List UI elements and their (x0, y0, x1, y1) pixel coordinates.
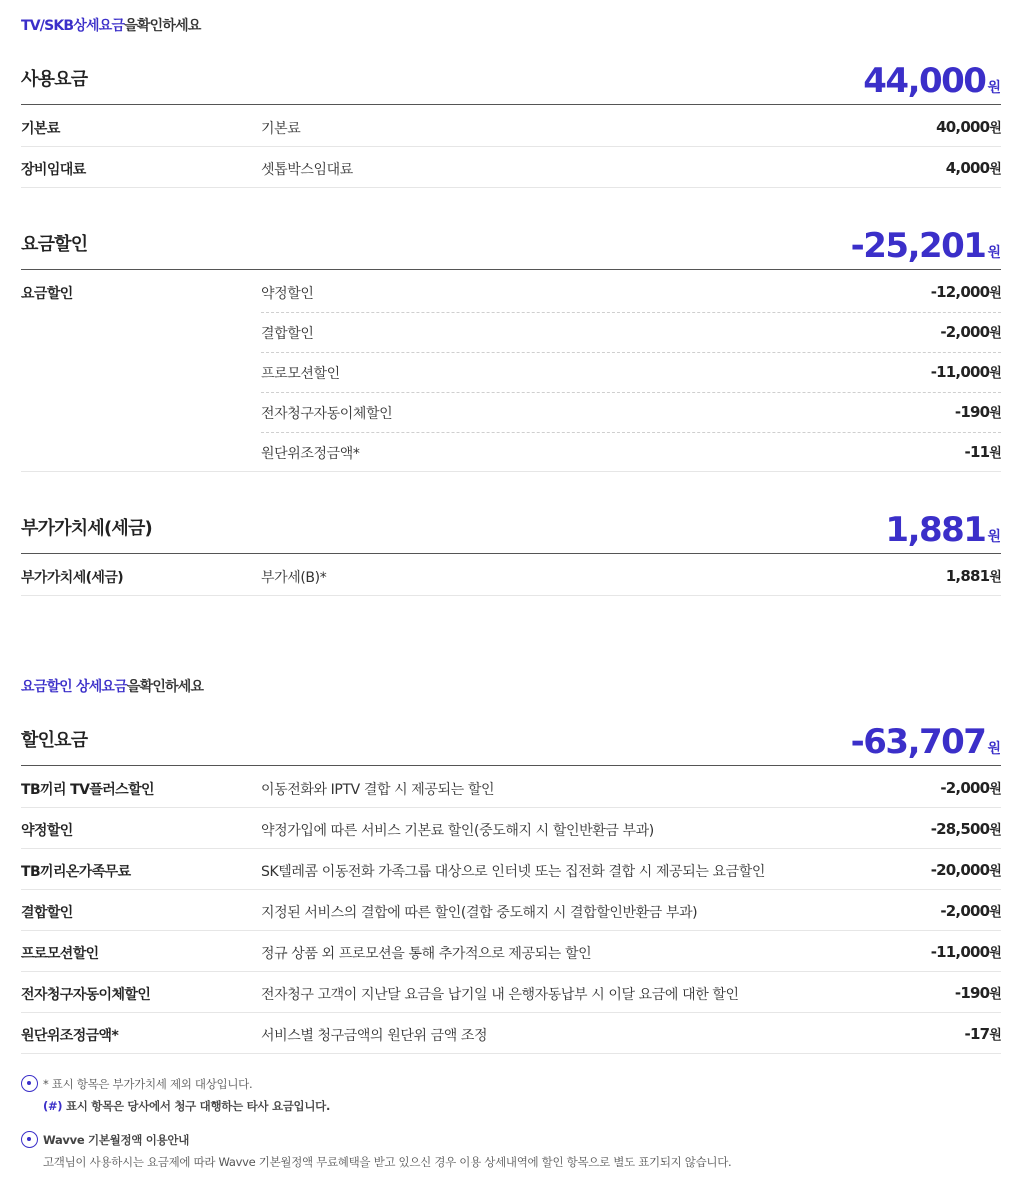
discount-detail-row: TB끼리 TV플러스할인 이동전화와 IPTV 결합 시 제공되는 할인 -2,000원 (21, 767, 1001, 808)
discount-detail-total: -63,707 원 (850, 722, 1001, 762)
discount-category: 요금할인 (21, 286, 73, 302)
discount-title: 요금할인 (21, 234, 88, 255)
note-wavve-title: Wavve 기본월정액 이용안내 (43, 1133, 190, 1147)
info-icon (21, 1075, 38, 1092)
discount-group-header (21, 226, 1001, 270)
discount-detail-row: 결합할인 지정된 서비스의 결합에 따른 할인(결합 중도해지 시 결합할인반환금 부과) -2,000원 (21, 890, 1001, 931)
section-heading-tv-skb: TV/SKB상세요금을확인하세요 (21, 18, 201, 34)
discount-detail-row: 전자청구자동이체할인 전자청구 고객이 지난달 요금을 납기일 내 은행자동납부 시 이달 요금에 대한 할인 -190원 (21, 972, 1001, 1013)
discount-detail-row: 약정할인 약정가입에 따른 서비스 기본료 할인(중도해지 시 할인반환금 부과) -28,500원 (21, 808, 1001, 849)
vat-group-header (21, 510, 1001, 554)
discount-detail-group-header (21, 722, 1001, 766)
discount-row: 요금할인 약정할인 -12,000원 (21, 271, 1001, 312)
discount-total: -25,201 원 (850, 226, 1001, 266)
discount-detail-title: 할인요금 (21, 730, 88, 751)
discount-detail-row: 원단위조정금액* 서비스별 청구금액의 원단위 금액 조정 -17원 (21, 1013, 1001, 1054)
discount-row: 결합할인 -2,000원 (21, 311, 1001, 352)
usage-group-header (21, 61, 1001, 105)
discount-row: 프로모션할인 -11,000원 (21, 351, 1001, 392)
usage-row: 장비임대료 셋톱박스임대료 4,000원 (21, 147, 1001, 188)
discount-row: 원단위조정금액* -11원 (21, 431, 1001, 472)
usage-row: 기본료 기본료 40,000원 (21, 106, 1001, 147)
usage-title: 사용요금 (21, 69, 88, 90)
vat-total: 1,881 원 (885, 510, 1001, 550)
discount-detail-row: 프로모션할인 정규 상품 외 프로모션을 통해 추가적으로 제공되는 할인 -11,000원 (21, 931, 1001, 972)
note-wavve-body: 고객님이 사용하시는 요금제에 따라 Wavve 기본월정액 무료혜택을 받고 있으신 경우 이용 상세내역에 할인 항목으로 별도 표기되지 않습니다. (43, 1155, 732, 1169)
discount-row: 전자청구자동이체할인 -190원 (21, 391, 1001, 432)
discount-detail-row: TB끼리온가족무료 SK텔레콤 이동전화 가족그룹 대상으로 인터넷 또는 집전화 결합 시 제공되는 요금할인 -20,000원 (21, 849, 1001, 890)
vat-row: 부가가치세(세금) 부가세(B)* 1,881원 (21, 555, 1001, 596)
vat-title: 부가가치세(세금) (21, 518, 152, 539)
note-third-party: (#) 표시 항목은 당사에서 청구 대행하는 타사 요금입니다. (43, 1099, 331, 1113)
note-vat-exempt: * 표시 항목은 부가가치세 제외 대상입니다. (43, 1077, 253, 1091)
info-icon (21, 1131, 38, 1148)
usage-total: 44,000 원 (863, 61, 1001, 101)
section-heading-discount-detail: 요금할인 상세요금을확인하세요 (21, 679, 204, 695)
